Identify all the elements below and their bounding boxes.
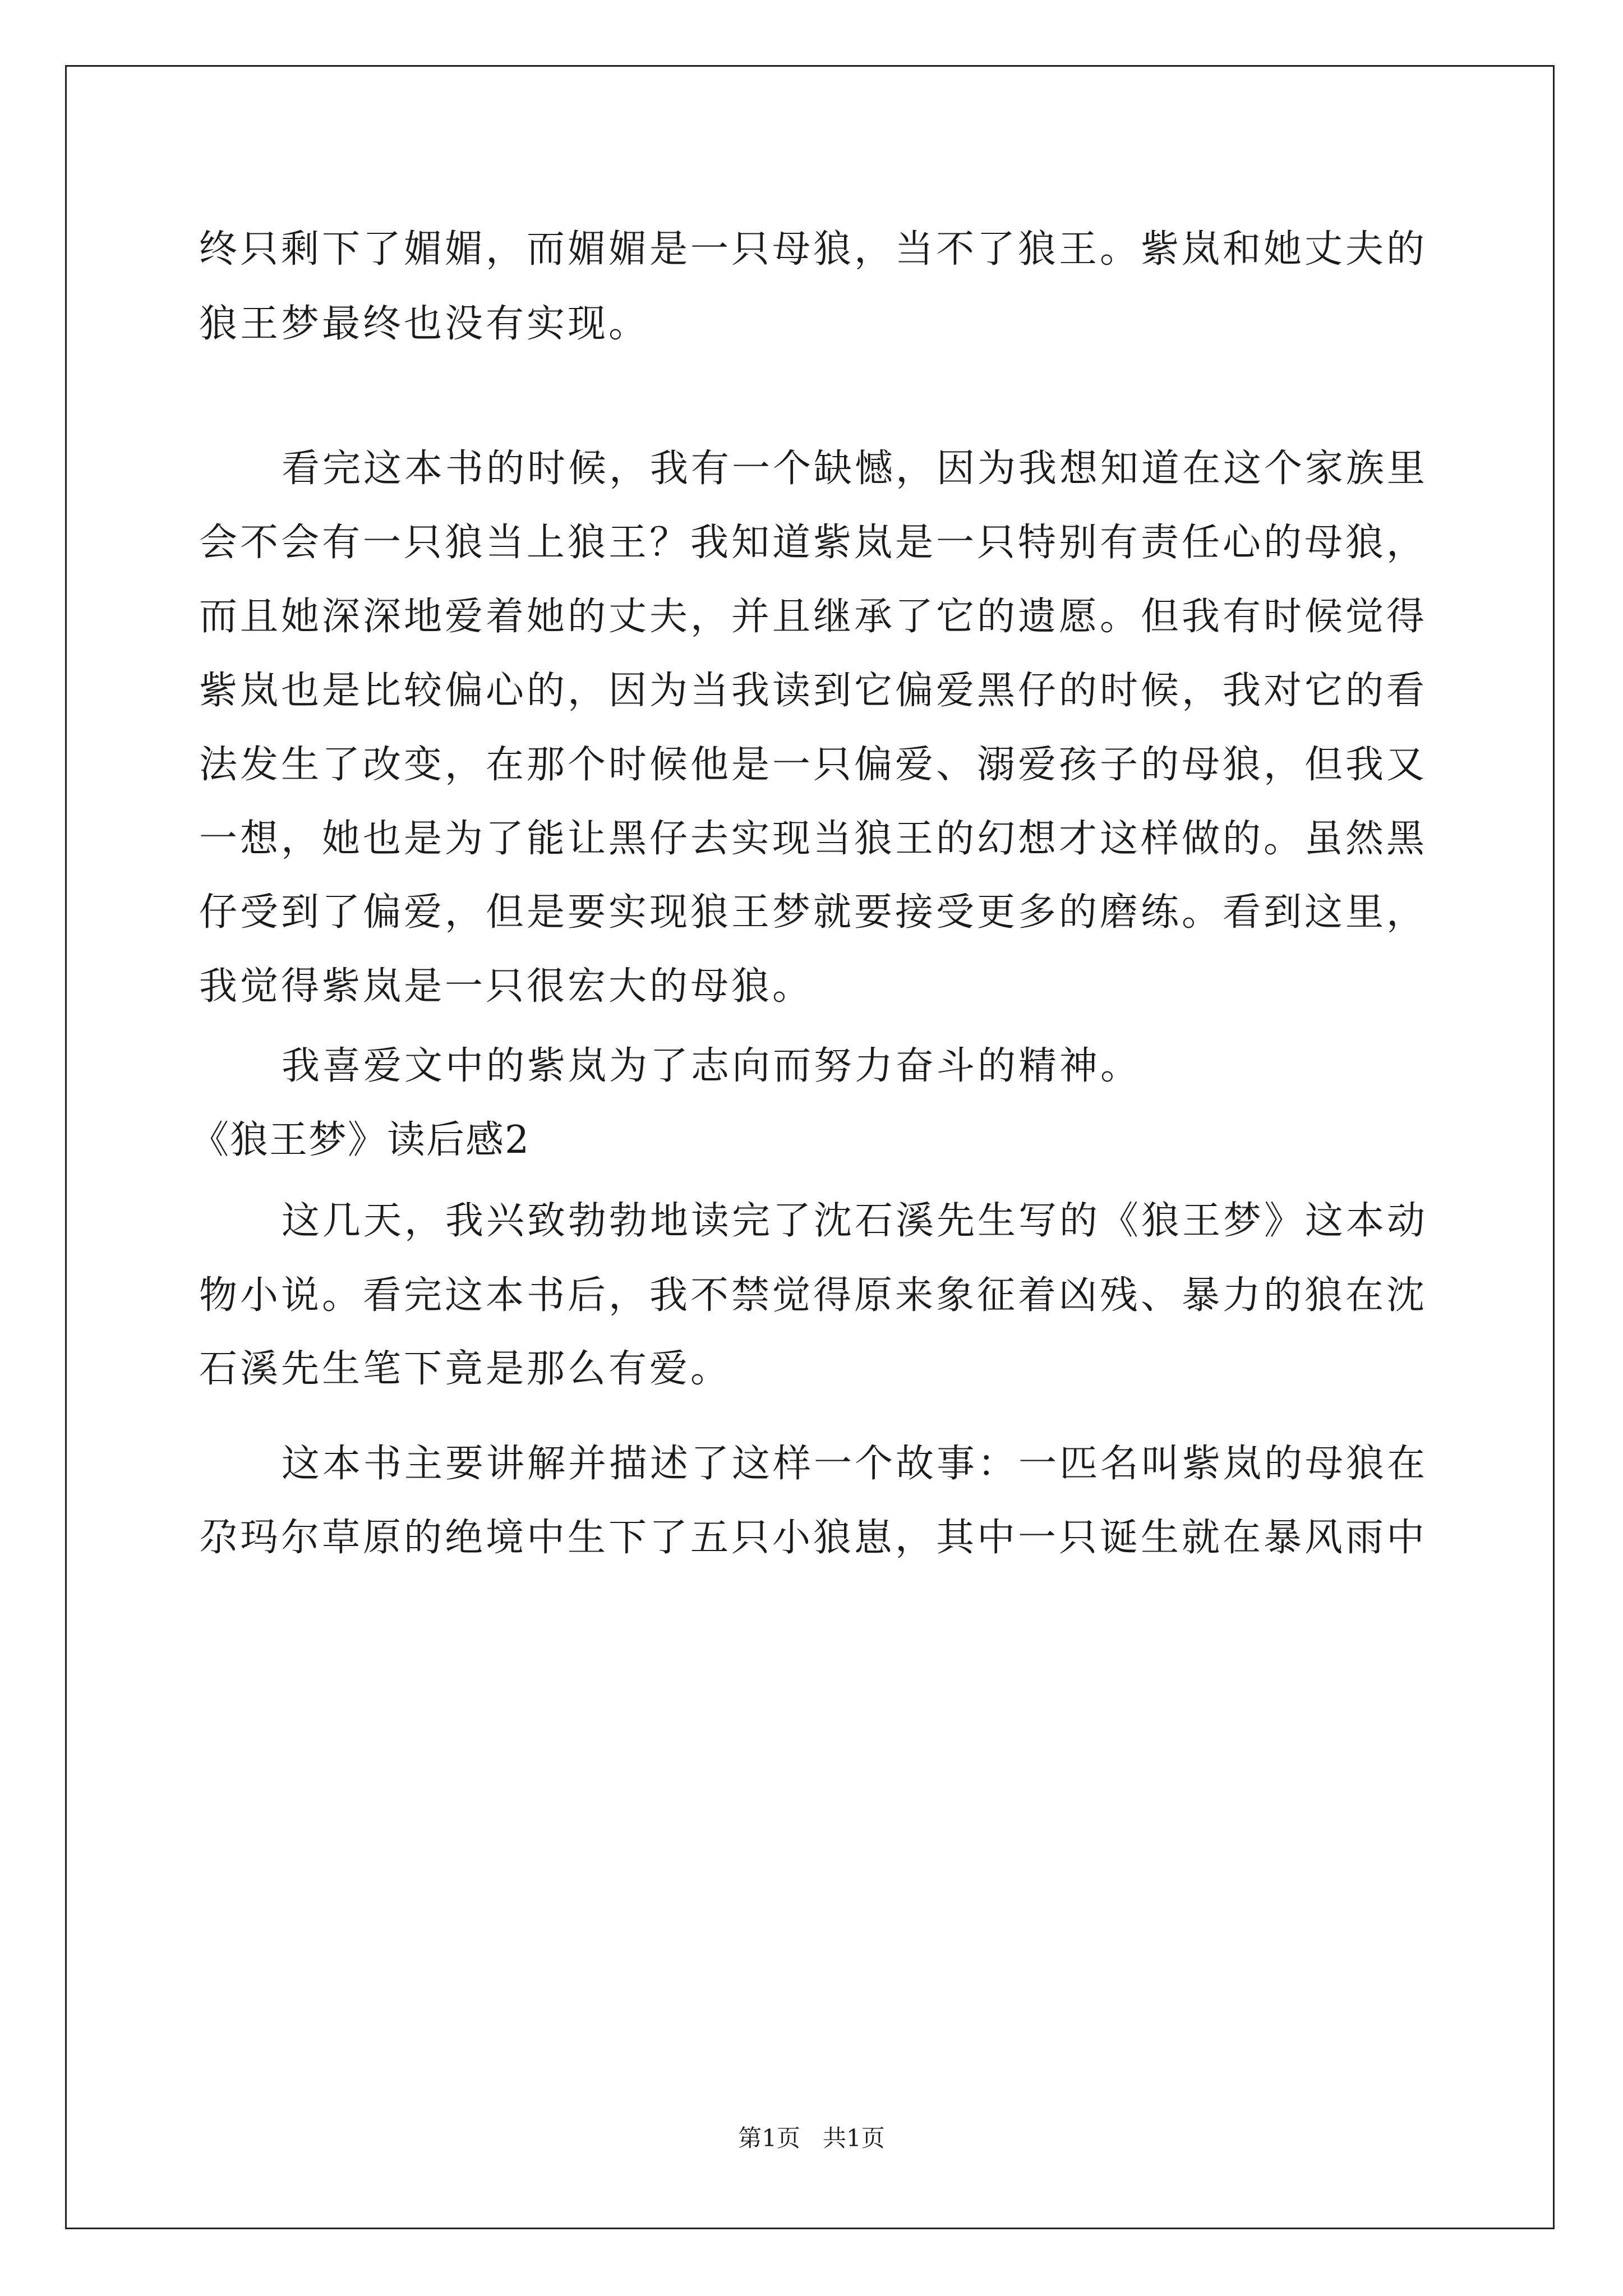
text-line: 一想，她也是为了能让黑仔去实现当狼王的幻想才这样做的。虽然黑 xyxy=(199,817,1428,861)
text-line: 紫岚也是比较偏心的，因为当我读到它偏爱黑仔的时候，我对它的看 xyxy=(199,669,1428,713)
text-line: 我喜爱文中的紫岚为了志向而努力奋斗的精神。 xyxy=(282,1044,1142,1088)
text-line: 我觉得紫岚是一只很宏大的母狼。 xyxy=(199,964,814,1009)
text-line: 法发生了改变，在那个时候他是一只偏爱、溺爱孩子的母狼，但我又 xyxy=(199,743,1428,787)
text-line: 这本书主要讲解并描述了这样一个故事：一匹名叫紫岚的母狼在 xyxy=(282,1442,1428,1486)
text-line: 终只剩下了媚媚，而媚媚是一只母狼，当不了狼王。紫岚和她丈夫的 xyxy=(199,227,1428,272)
text-line: 物小说。看完这本书后，我不禁觉得原来象征着凶残、暴力的狼在沈 xyxy=(199,1273,1428,1318)
text-line: 尕玛尔草原的绝境中生下了五只小狼崽，其中一只诞生就在暴风雨中 xyxy=(199,1516,1428,1560)
text-line: 仔受到了偏爱，但是要实现狼王梦就要接受更多的磨练。看到这里， xyxy=(199,890,1428,935)
text-line: 会不会有一只狼当上狼王？我知道紫岚是一只特别有责任心的母狼， xyxy=(199,521,1428,565)
text-line: 狼王梦最终也没有实现。 xyxy=(199,302,650,346)
text-line: 而且她深深地爱着她的丈夫，并且继承了它的遗愿。但我有时候觉得 xyxy=(199,595,1428,639)
text-line: 石溪先生笔下竟是那么有爱。 xyxy=(199,1347,732,1391)
section-heading: 《狼王梦》读后感2 xyxy=(191,1118,531,1162)
text-line: 看完这本书的时候，我有一个缺憾，因为我想知道在这个家族里 xyxy=(282,447,1428,491)
page-footer-indicator: 第1页 共1页 xyxy=(738,2124,885,2152)
text-line: 这几天，我兴致勃勃地读完了沈石溪先生写的《狼王梦》这本动 xyxy=(282,1199,1428,1243)
